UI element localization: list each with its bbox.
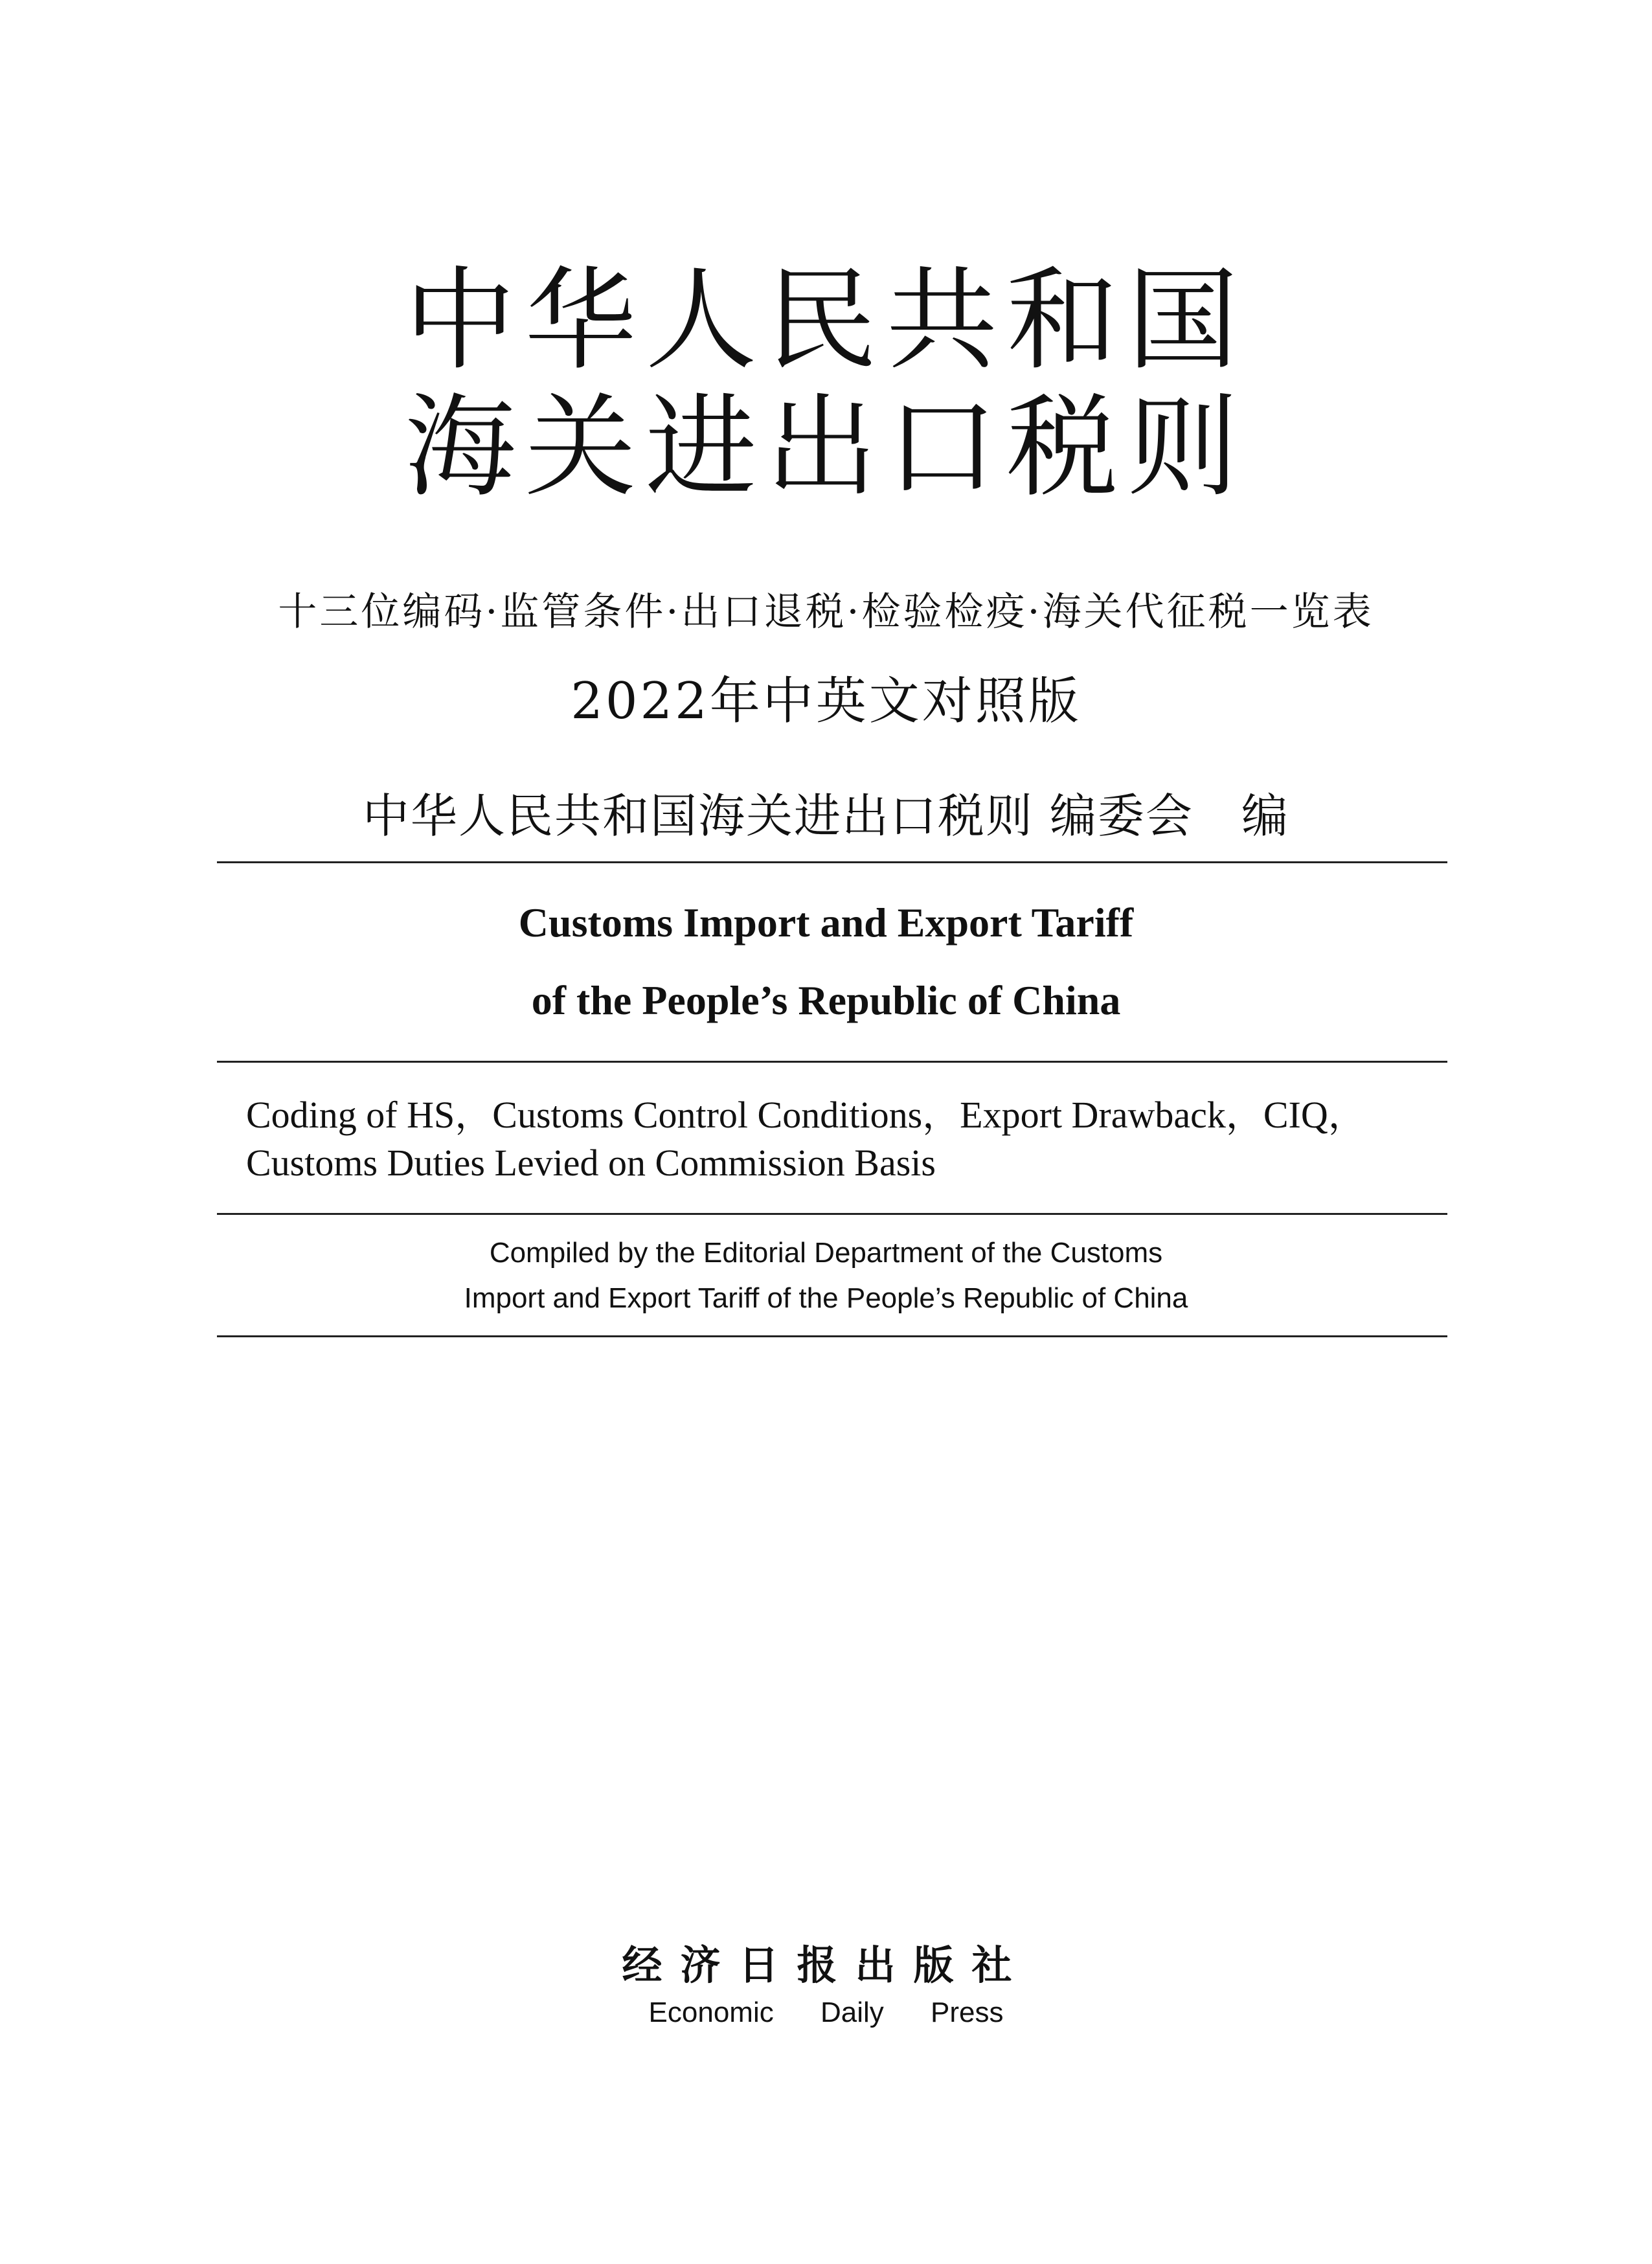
subtitle-chinese: 十三位编码·监管条件·出口退税·检验检疫·海关代征税一览表	[278, 589, 1374, 635]
divider-4	[217, 1335, 1447, 1337]
divider-1	[217, 861, 1447, 863]
english-title-line-1: Customs Import and Export Tariff	[518, 900, 1134, 945]
publisher-chinese: 经济日报出版社	[622, 1941, 1030, 1989]
compiled-line-1: Compiled by the Editorial Department of the Customs	[489, 1237, 1163, 1269]
edition-label: 2022年中英文对照版	[571, 672, 1081, 730]
divider-3	[217, 1213, 1447, 1215]
main-title-line-1: 中华人民共和国	[404, 255, 1248, 385]
compiled-by-english	[0, 1230, 1652, 1321]
english-subtitle-line-2: Customs Duties Levied on Commission Basis	[246, 1142, 936, 1184]
publisher-english: Economic Daily Press	[648, 1997, 1004, 2028]
main-title-chinese	[0, 255, 1652, 512]
english-title-line-2: of the People’s Republic of China	[531, 977, 1121, 1023]
main-title-line-2: 海关进出口税则	[404, 382, 1248, 512]
main-title-english	[0, 884, 1652, 1039]
english-subtitle-line-1: Coding of HS，Customs Control Conditions，Export Drawback，CIQ，	[246, 1094, 1366, 1136]
editor-chinese: 中华人民共和国海关进出口税则 编委会 编	[363, 789, 1289, 843]
divider-2	[217, 1061, 1447, 1063]
compiled-line-2: Import and Export Tariff of the People’s Republic of China	[464, 1282, 1188, 1314]
subtitle-english	[246, 1091, 1451, 1187]
